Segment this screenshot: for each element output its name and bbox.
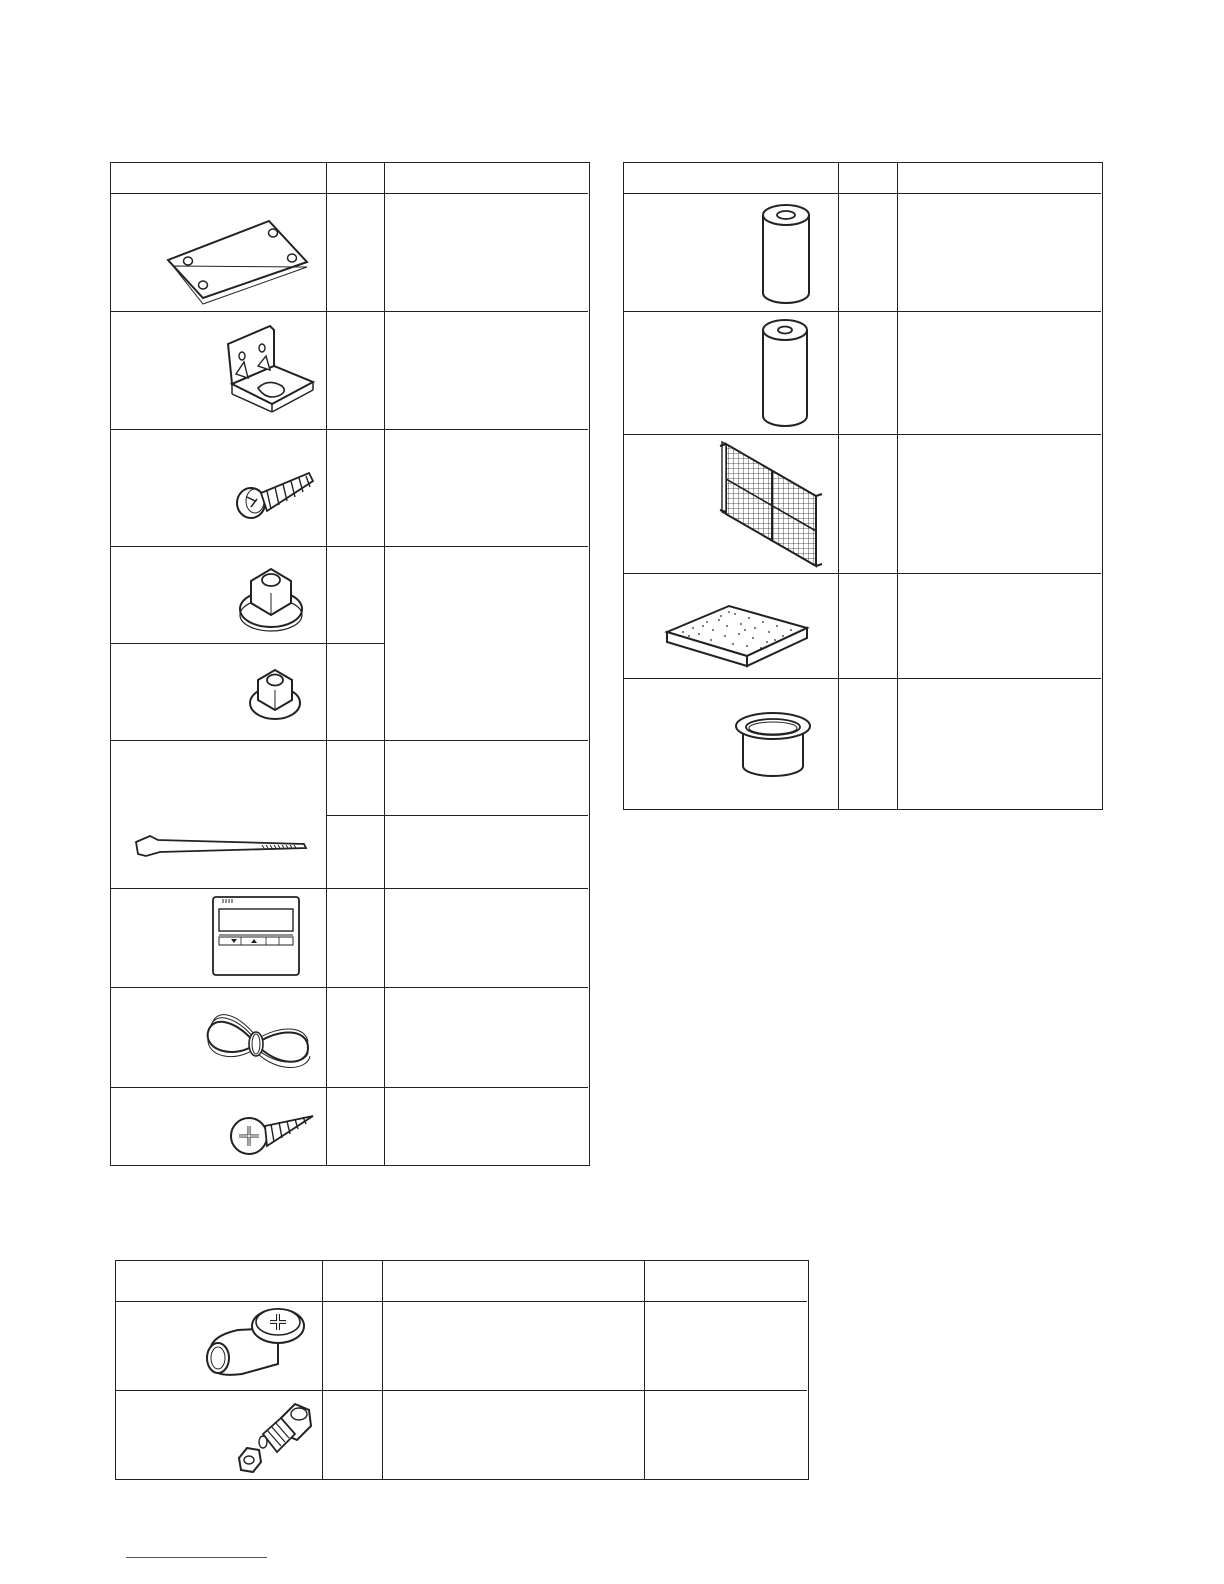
cable-tie-icon	[132, 830, 307, 858]
accessory-table-left	[110, 162, 590, 1166]
wall-bracket-icon	[218, 322, 318, 414]
coiled-cable-icon	[204, 1008, 312, 1078]
wood-screw-icon	[229, 1106, 319, 1158]
pipe-connector-icon	[233, 1400, 313, 1478]
flange-nut-icon	[248, 665, 302, 723]
mounting-plate-icon	[165, 218, 310, 300]
washer-nut-icon	[237, 563, 305, 635]
link-underline[interactable]	[126, 1557, 267, 1558]
drain-elbow-icon	[204, 1302, 308, 1382]
insulation-sleeve-small-icon	[760, 318, 810, 428]
sealing-pad-icon	[663, 600, 811, 668]
drain-cap-icon	[733, 710, 813, 778]
truss-head-screw-icon	[233, 467, 318, 527]
accessory-table-right	[623, 162, 1103, 810]
air-filter-icon	[718, 438, 828, 572]
insulation-sleeve-icon	[760, 203, 812, 305]
remote-controller-icon	[211, 895, 301, 977]
